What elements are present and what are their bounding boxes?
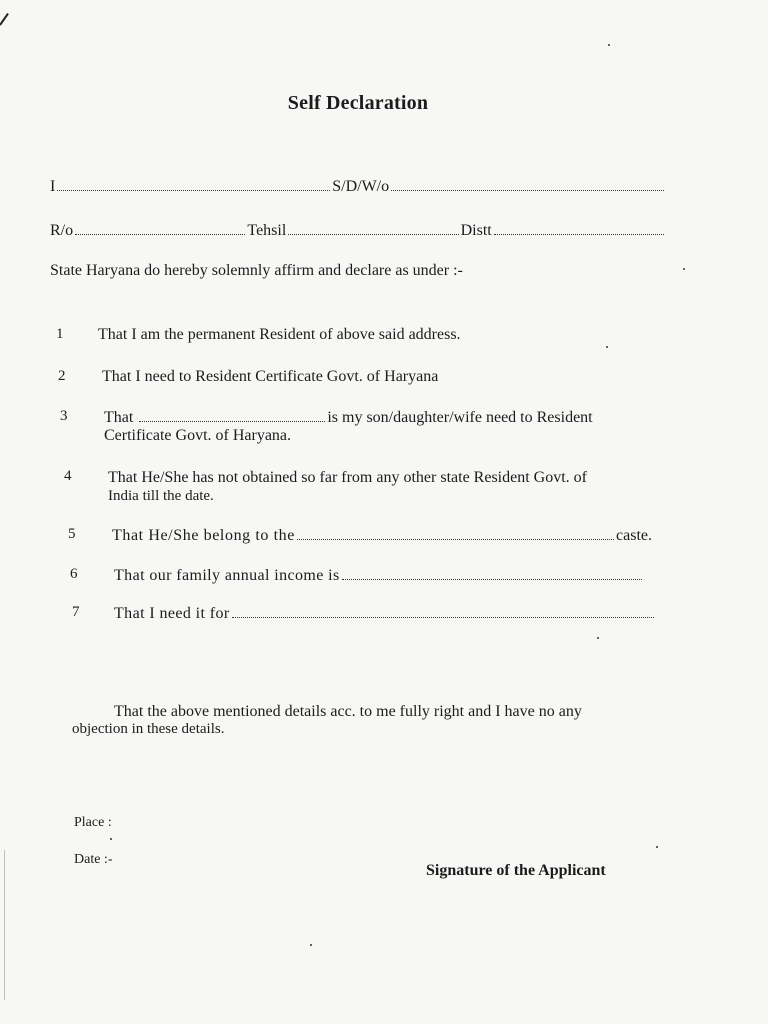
item-text [114, 567, 644, 585]
item-text [108, 469, 668, 505]
i-label: I [50, 178, 56, 195]
residence-blank[interactable] [75, 233, 245, 235]
item-text-part: That [104, 409, 134, 426]
item-number: 7 [72, 604, 80, 620]
scan-speck [656, 846, 658, 848]
tehsil-label: Tehsil [247, 222, 287, 239]
scan-speck [608, 44, 610, 46]
item-text-part: That He/She belong to the [112, 527, 295, 544]
item-text-part: Certificate Govt. of Haryana. [104, 427, 292, 444]
item-number: 4 [64, 468, 72, 484]
closing-statement-line2: objection in these details. [72, 721, 225, 737]
address-row [50, 222, 666, 240]
item-text [114, 605, 656, 623]
item-text-part: That I need it for [114, 605, 230, 622]
district-blank[interactable] [494, 233, 664, 235]
scan-speck [683, 268, 685, 270]
purpose-blank[interactable] [232, 616, 654, 618]
scan-speck [597, 637, 599, 639]
scan-speck [310, 944, 312, 946]
relation-name-blank[interactable] [139, 420, 325, 422]
item-text-part: That He/She has not obtained so far from any other state Resident Govt. of [108, 469, 587, 486]
item-text [104, 409, 664, 445]
item-number: 6 [70, 566, 78, 582]
form-title: Self Declaration [287, 92, 429, 114]
item-text [112, 527, 652, 545]
closing-statement-line1: That the above mentioned details acc. to me fully right and I have no any [114, 703, 582, 720]
item-number: 3 [60, 408, 68, 424]
date-label: Date :- [74, 852, 113, 867]
distt-label: Distt [460, 222, 492, 239]
sdw-label: S/D/W/o [332, 178, 390, 195]
item-text: That I am the permanent Resident of above said address. [98, 326, 461, 343]
parent-name-blank[interactable] [391, 189, 664, 191]
page-edge [4, 850, 5, 1000]
caste-blank[interactable] [297, 538, 614, 540]
intro-text: State Haryana do hereby solemnly affirm and declare as under :- [50, 262, 463, 279]
place-label: Place : [74, 815, 112, 830]
name-row [50, 178, 666, 196]
signature-label: Signature of the Applicant [426, 862, 606, 879]
item-text-part: caste. [616, 527, 652, 544]
item-number: 5 [68, 526, 76, 542]
income-blank[interactable] [342, 578, 642, 580]
item-text-part: India till the date. [108, 488, 214, 504]
name-blank[interactable] [57, 189, 330, 191]
scan-speck [606, 346, 608, 348]
item-text-part: That our family annual income is [114, 567, 340, 584]
item-number: 2 [58, 368, 66, 384]
scan-speck [110, 838, 112, 840]
item-number: 1 [56, 326, 64, 342]
tehsil-blank[interactable] [288, 233, 458, 235]
ro-label: R/o [50, 222, 74, 239]
item-text-part: is my son/daughter/wife need to Resident [327, 409, 593, 426]
pen-mark [0, 13, 9, 26]
item-text: That I need to Resident Certificate Govt. of Haryana [102, 368, 439, 385]
